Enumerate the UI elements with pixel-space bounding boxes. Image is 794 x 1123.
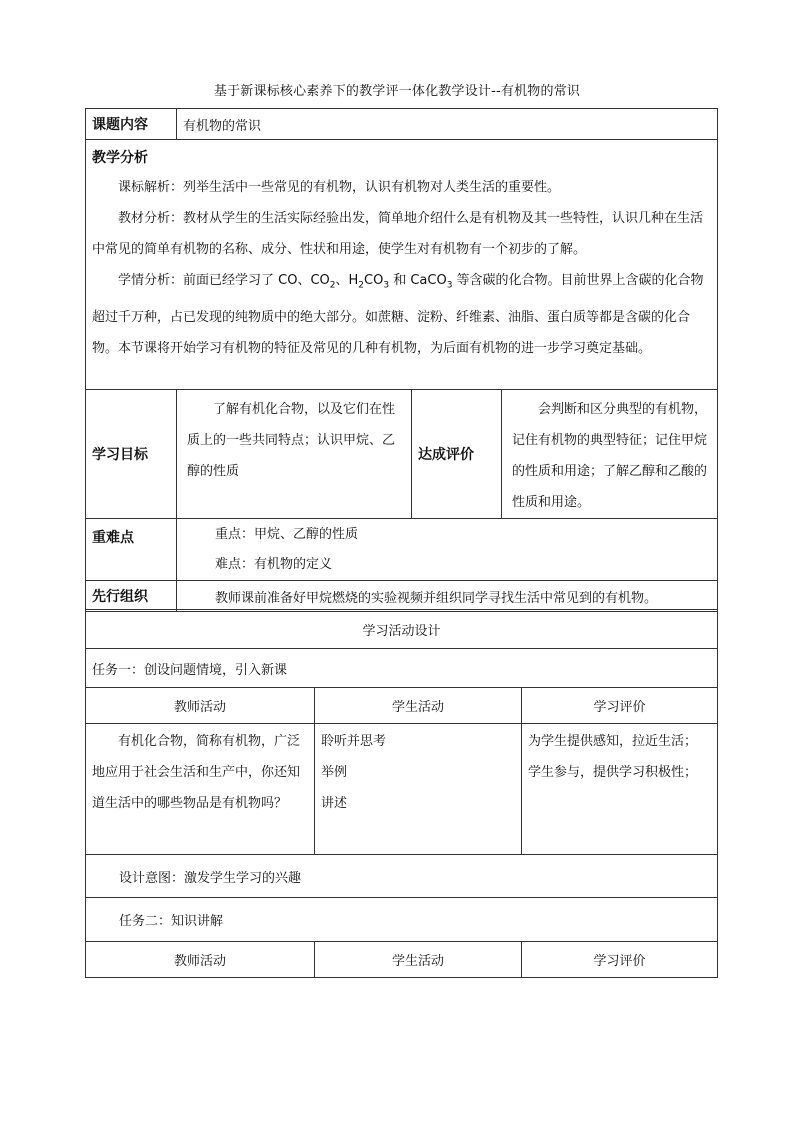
eval-label: 达成评价 [412,390,502,519]
topic-value: 有机物的常识 [177,109,718,140]
col-teacher-2: 教师活动 [86,942,315,978]
key-point: 重点：甲烷、乙醇的性质 [215,526,359,542]
textbook-analysis: 教材分析：教材从学生的生活实际经验出发，简单地介绍什么是有机物及其一些特性，认识几种在生活中常见的简单有机物的名称、成分、性状和用途，使学生对有机物有一个初步的了解。 [92,211,704,257]
standard-analysis: 课标解析：列举生活中一些常见的有机物，认识有机物对人类生活的重要性。 [118,180,561,195]
learner-text-b: 、H [335,273,359,288]
task2-title: 任务二：知识讲解 [86,898,718,942]
task1-title: 任务一：创设问题情境，引入新课 [86,649,718,688]
teacher-activity-1: 有机化合物，简称有机物，广泛地应用于社会生活和生产中，你还知道生活中的哪些物品是有机物吗？ [86,724,315,855]
student-activity-1 [315,724,522,855]
analysis-heading: 教学分析 [92,150,148,166]
learner-text-d: 和 CaCO [389,273,447,288]
goals-label: 学习目标 [86,390,177,519]
col-student-2: 学生活动 [315,942,522,978]
learner-text-c: CO [364,273,384,288]
student-item: 举例 [321,765,348,780]
learner-text-a: 学情分析：前面已经学习了 CO、CO [118,273,330,288]
key-points-cell [177,519,718,581]
analysis-cell [86,140,718,390]
learner-analysis [86,265,717,364]
col-teacher: 教师活动 [86,688,315,724]
eval-item: 为学生提供感知，拉近生活； [528,734,698,749]
student-item: 讲述 [321,796,348,811]
goals-text: 了解有机化合物，以及它们在性质上的一些共同特点；认识甲烷、乙醇的性质 [177,390,412,519]
key-points-label: 重难点 [86,519,177,581]
design-intent: 设计意图：激发学生学习的兴趣 [86,855,718,898]
eval-text: 会判断和区分典型的有机物，记住有机物的典型特征；记住甲烷的性质和用途；了解乙醇和乙酸的性质和用途。 [502,390,718,519]
difficult-point: 难点：有机物的定义 [215,556,333,572]
topic-label: 课题内容 [86,109,177,140]
col-eval: 学习评价 [522,688,718,724]
prep-label: 先行组织 [86,581,177,612]
col-eval-2: 学习评价 [522,942,718,978]
learner-text-e: 等含碳的化合物。目前世界上含碳的化合物超过千万种，占已发现的纯物质中的绝大部分。如蔗糖、淀粉、纤维素、油脂、蛋白质等都是含碳的化合物。本节课将开始学习有机物的特征及常见的几种有机物，为后面有机物的进一步学习奠定基础。 [92,273,704,356]
sub-3b: 3 [446,280,453,291]
lesson-info-table [85,108,718,612]
sub-3a: 3 [383,280,390,291]
student-item: 聆听并思考 [321,734,387,749]
col-student: 学生活动 [315,688,522,724]
sub-2b: 2 [358,280,365,291]
prep-text: 教师课前准备好甲烷燃烧的实验视频并组织同学寻找生活中常见到的有机物。 [177,581,718,612]
activity-heading: 学习活动设计 [86,610,718,649]
eval-activity-1 [522,724,718,855]
document-title: 基于新课标核心素养下的教学评一体化教学设计--有机物的常识 [213,84,581,99]
activity-table [85,609,718,978]
sub-2a: 2 [329,280,336,291]
eval-item: 学生参与，提供学习积极性； [528,765,698,780]
